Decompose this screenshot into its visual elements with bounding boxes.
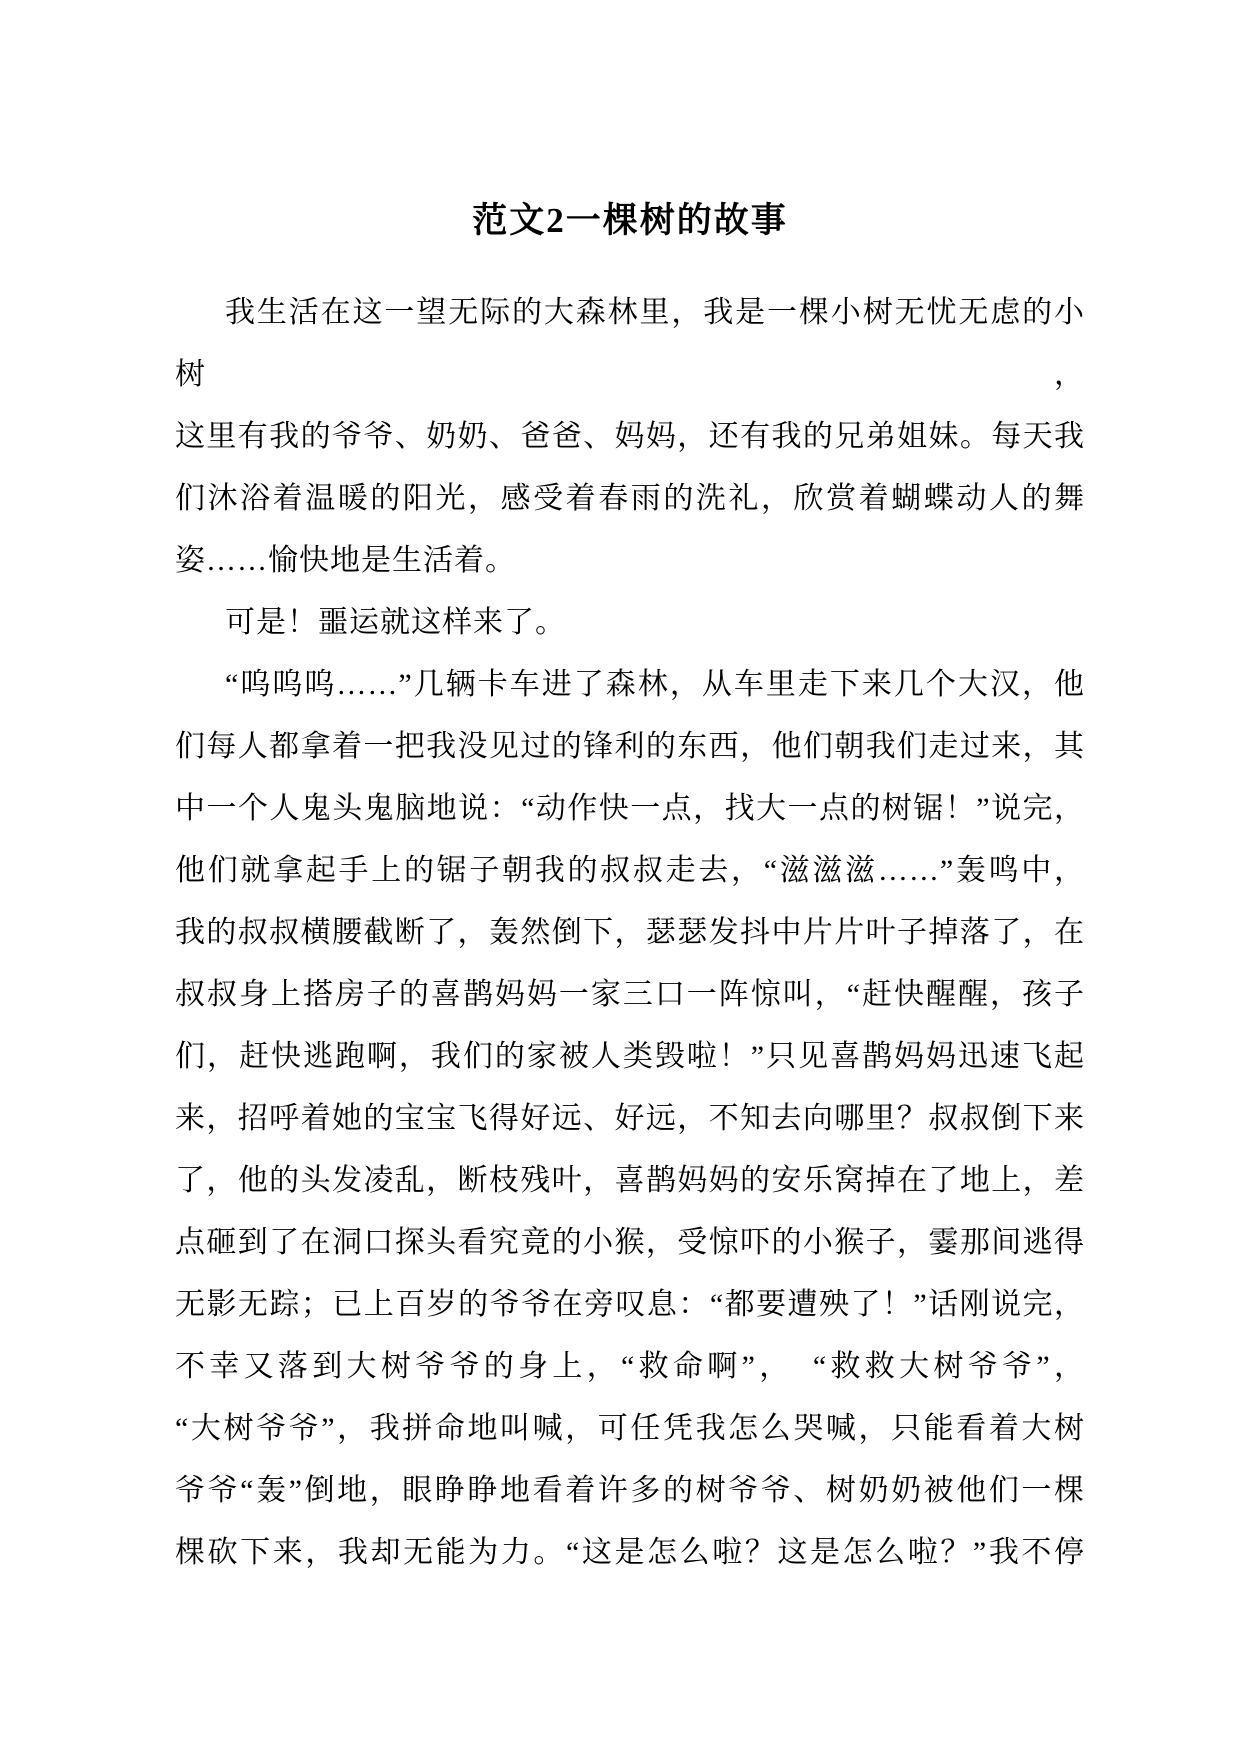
text-line: 中一个人鬼头鬼脑地说：“动作快一点，找大一点的树锯！”说完， (175, 792, 1085, 825)
text-line: 叔叔身上搭房子的喜鹊妈妈一家三口一阵惊叫，“赶快醒醒，孩子 (175, 978, 1085, 1011)
paragraph (175, 654, 1085, 1584)
text-line: 来，招呼着她的宝宝飞得好远、好远，不知去向哪里？叔叔倒下来 (175, 1102, 1085, 1135)
text-line: “呜呜呜……”几辆卡车进了森林，从车里走下来几个大汉，他 (225, 668, 1085, 701)
text-line: 点砸到了在洞口探头看究竟的小猴，受惊吓的小猴子，霎那间逃得 (175, 1226, 1085, 1259)
paragraph (175, 282, 1085, 592)
text-line: 们沐浴着温暖的阳光，感受着春雨的洗礼，欣赏着蝴蝶动人的舞 (175, 482, 1085, 515)
document-content (175, 190, 1085, 1584)
paragraph (175, 592, 1085, 654)
text-line: 们，赶快逃跑啊，我们的家被人类毁啦！”只见喜鹊妈妈迅速飞起 (175, 1040, 1085, 1073)
text-line: 无影无踪；已上百岁的爷爷在旁叹息：“都要遭殃了！”话刚说完， (175, 1288, 1085, 1321)
text-line: 爷爷“轰”倒地，眼睁睁地看着许多的树爷爷、树奶奶被他们一棵 (175, 1474, 1085, 1507)
text-line: 这里有我的爷爷、奶奶、爸爸、妈妈，还有我的兄弟姐妹。每天我 (175, 420, 1085, 453)
text-line: 棵砍下来，我却无能为力。“这是怎么啦？这是怎么啦？”我不停 (175, 1536, 1085, 1569)
text-line: 不幸又落到大树爷爷的身上，“救命啊”， “救救大树爷爷”， (175, 1350, 1085, 1383)
document-title: 范文2一棵树的故事 (472, 201, 788, 240)
text-line: 他们就拿起手上的锯子朝我的叔叔走去，“滋滋滋……”轰鸣中， (175, 854, 1085, 887)
text-line: 了，他的头发凌乱，断枝残叶，喜鹊妈妈的安乐窝掉在了地上，差 (175, 1164, 1085, 1197)
text-line: 我的叔叔横腰截断了，轰然倒下，瑟瑟发抖中片片叶子掉落了，在 (175, 916, 1085, 949)
text-line: 们每人都拿着一把我没见过的锋利的东西，他们朝我们走过来，其 (175, 730, 1085, 763)
document-body (175, 282, 1085, 1584)
text-line: 可是！噩运就这样来了。 (225, 606, 566, 639)
text-line: “大树爷爷”，我拼命地叫喊，可任凭我怎么哭喊，只能看着大树 (175, 1412, 1085, 1445)
text-line: 我生活在这一望无际的大森林里，我是一棵小树无忧无虑的小树， (175, 296, 1085, 391)
text-line: 姿……愉快地是生活着。 (175, 544, 516, 577)
